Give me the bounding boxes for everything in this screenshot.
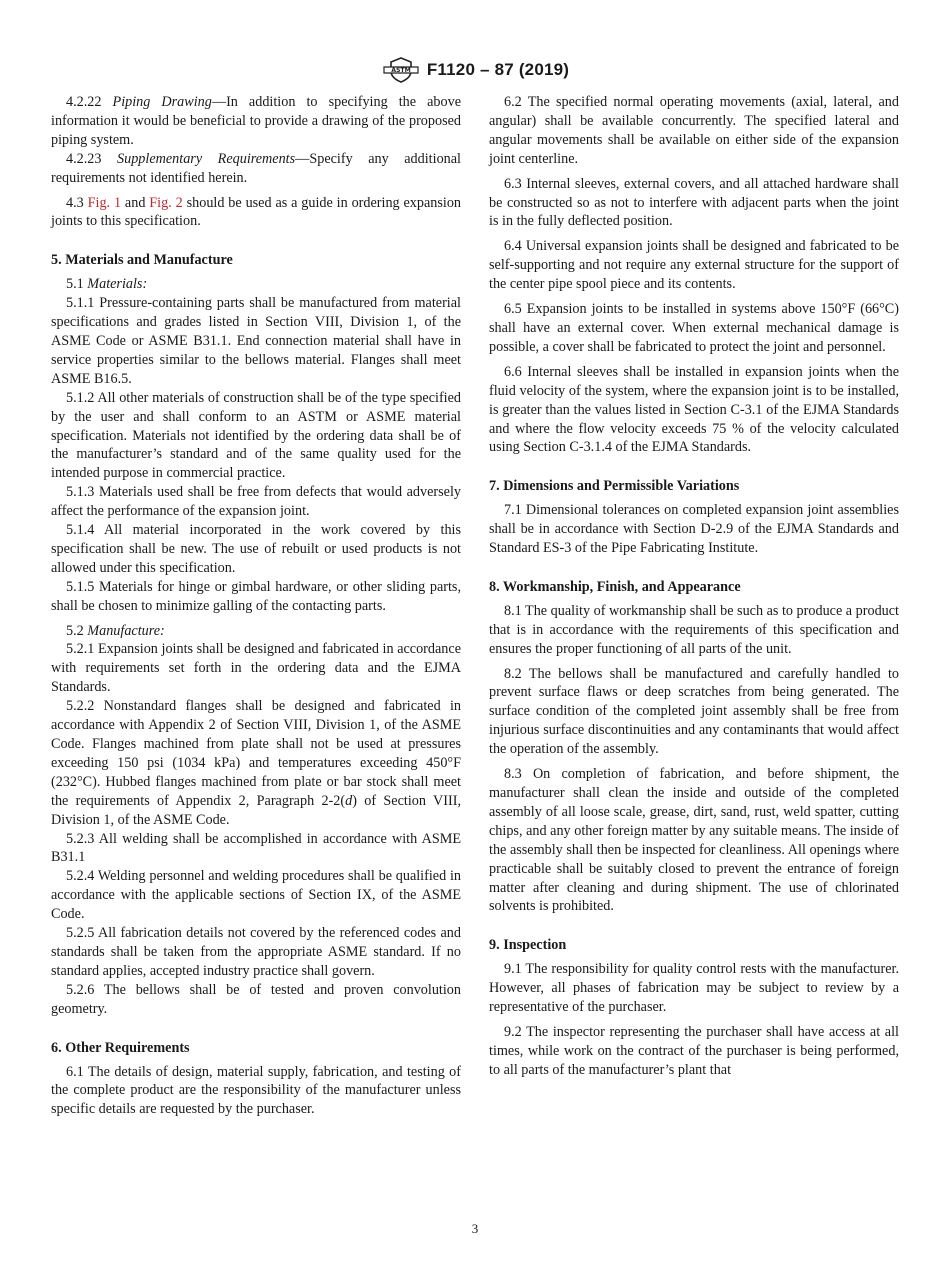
section-6-heading: 6. Other Requirements <box>51 1039 190 1056</box>
para-term: Piping Drawing <box>112 94 212 110</box>
fig-1-link[interactable]: Fig. 1 <box>87 194 122 211</box>
section-7-heading: 7. Dimensions and Permissible Variations <box>489 478 740 495</box>
and-text: and <box>124 194 146 211</box>
para-8-3: 8.3 On completion of fabrication, and before shipment, the manufacturer shall clean the inside and outside of the completed assembly of all loose scale, grease, dirt, sand, rust, weld spatter, cutting chips, and any other foreign matter by any suitable means. The inside of the assembly shall then be inspected for cleanliness. All openings where practicable shall be suitably closed to prevent the entrance of foreign matter after cleaning and during shipment. The use of chlorinated solvents is prohibited. <box>489 766 899 915</box>
para-italic: d <box>345 792 353 809</box>
para-9-1: 9.1 The responsibility for quality control rests with the manufacturer. However, all phases of fabrication may be subject to review by a representative of the purchaser. <box>489 961 899 1016</box>
para-4-2-22 <box>51 93 461 150</box>
para-tail: ) of Section VIII, Division 1, of the ASME Code. <box>51 792 462 828</box>
right-column <box>489 93 899 1080</box>
para-4-3 <box>51 194 461 232</box>
para-5-2-4: 5.2.4 Welding personnel and welding procedures shall be qualified in accordance with the applicable sections of Section IX, of the ASME Code. <box>51 868 461 923</box>
para-text: —Specify any additional requirements not identified herein. <box>51 150 461 186</box>
header-inner <box>381 56 569 84</box>
para-num: 4.3 <box>66 194 84 211</box>
page-number: 3 <box>471 1221 479 1236</box>
logo-text: ASTM <box>391 67 411 75</box>
para-6-4: 6.4 Universal expansion joints shall be designed and fabricated to be self-supporting and not require any external structure for the support of the center pipe spool piece and its contents. <box>489 238 899 293</box>
section-8-heading: 8. Workmanship, Finish, and Appearance <box>489 578 741 595</box>
section-9-heading: 9. Inspection <box>489 937 567 954</box>
para-6-6: 6.6 Internal sleeves shall be installed in expansion joints when the fluid velocity of the system, where the expansion joint is to be installed, is greater than the values listed in Section C-3.1 of the EJMA Standards and where the flow velocity exceeds 75 % of the velocity calculated using Section C-3.1.4 of the EJMA Standards. <box>489 363 899 456</box>
para-5-2 <box>51 622 461 641</box>
para-5-1-5: 5.1.5 Materials for hinge or gimbal hardware, or other sliding parts, shall be chosen to minimize galling of the contacting parts. <box>51 578 461 614</box>
para-5-1-4: 5.1.4 All material incorporated in the work covered by this specification shall be new. The use of rebuilt or used products is not allowed under this specification. <box>51 522 461 576</box>
para-term: Manufacture: <box>87 622 165 639</box>
para-6-5: 6.5 Expansion joints to be installed in systems above 150°F (66°C) shall have an external cover. When external mechanical damage is possible, a cover shall be fabricated to protect the joint and personnel. <box>489 301 899 355</box>
para-text: 5.2.2 Nonstandard flanges shall be designed and fabricated in accordance with Appendix 2 of Section VIII, Division 1, of the ASME Code. Flanges machined from plate shall not be used at pressures exceeding 150 psi (1034 kPa) and temperatures exceeding 450°F (232°C). Hubbed flanges machined from plate or bar stock shall meet the requirements of Appendix 2, Paragraph 2-2( <box>51 698 461 809</box>
para-num: 4.2.22 <box>66 94 102 110</box>
para-5-1-2: 5.1.2 All other materials of construction shall be of the type specified by the user and shall conform to an ASTM or ASME material specification. Materials not identified by the ordering data shall be of the manufacturer’s standard and of the same quality used for the intended purpose in commercial practice. <box>51 389 461 482</box>
para-5-2-5: 5.2.5 All fabrication details not covered by the referenced codes and standards shall be taken from the appropriate ASME standard. If no standard applies, accepted industry practice shall govern. <box>51 925 461 979</box>
para-text: should be used as a guide in ordering expansion joints to this specification. <box>51 194 462 230</box>
para-5-1-3: 5.1.3 Materials used shall be free from defects that would adversely affect the performance of the expansion joint. <box>51 484 461 520</box>
para-5-1 <box>51 275 461 294</box>
para-num: 5.1 <box>66 276 84 293</box>
para-5-2-6: 5.2.6 The bellows shall be of tested and proven convolution geometry. <box>51 981 461 1017</box>
para-num: 5.2 <box>66 622 84 639</box>
astm-logo-icon <box>381 56 421 84</box>
para-6-2: 6.2 The specified normal operating movements (axial, lateral, and angular) shall be available concurrently. The specified lateral and angular movements shall be available on either side of the expansion joint centerline. <box>489 94 899 167</box>
section-5-heading: 5. Materials and Manufacture <box>51 252 233 269</box>
para-4-2-23 <box>51 150 461 188</box>
para-6-3: 6.3 Internal sleeves, external covers, and all attached hardware shall be constructed so as not to interfere with adjacent parts when the joint is in the fully deflected position. <box>489 175 899 230</box>
para-8-2: 8.2 The bellows shall be manufactured and carefully handled to prevent surface flaws or deep scratches from being generated. The surface condition of the completed joint assembly shall be free from injurious surface discontinuities and any contaminants that would affect the operation of the assembly. <box>489 665 899 758</box>
page-header <box>0 56 950 84</box>
para-text: —In addition to specifying the above information it would be beneficial to provide a drawing of the proposed piping system. <box>51 94 461 148</box>
para-5-2-3: 5.2.3 All welding shall be accomplished in accordance with ASME B31.1 <box>51 830 461 866</box>
left-column <box>51 93 461 1119</box>
para-6-1: 6.1 The details of design, material supply, fabrication, and testing of the complete product are the responsibility of the manufacturer unless specific details are requested by the purchaser. <box>51 1063 461 1118</box>
para-5-2-1: 5.2.1 Expansion joints shall be designed and fabricated in accordance with requirements set forth in the ordering data and the EJMA Standards. <box>51 641 461 696</box>
fig-2-link[interactable]: Fig. 2 <box>149 194 183 211</box>
para-5-1-1: 5.1.1 Pressure-containing parts shall be manufactured from material specifications and grades listed in Section VIII, Division 1, of the ASME Code or ASME B31.1. End connection material shall have in service properties similar to the bellows material. Flanges shall meet ASME B16.5. <box>51 295 461 387</box>
para-num: 4.2.23 <box>66 150 102 167</box>
para-term: Supplementary Requirements <box>117 150 296 167</box>
para-5-2-2 <box>51 697 461 829</box>
para-term: Materials: <box>87 276 148 293</box>
document-title: F1120 – 87 (2019) <box>426 60 570 79</box>
para-8-1: 8.1 The quality of workmanship shall be such as to produce a product that is in accordance with the requirements of this specification and ensures the proper functioning of all parts of the unit. <box>489 602 899 657</box>
para-9-2: 9.2 The inspector representing the purchaser shall have access at all times, while work on the contract of the purchaser is being performed, to all parts of the manufacturer’s plant that <box>489 1023 899 1078</box>
para-7-1: 7.1 Dimensional tolerances on completed expansion joint assemblies shall be in accordance with Section D-2.9 of the EJMA Standards and Standard ES-3 of the Pipe Fabricating Institute. <box>489 502 899 557</box>
